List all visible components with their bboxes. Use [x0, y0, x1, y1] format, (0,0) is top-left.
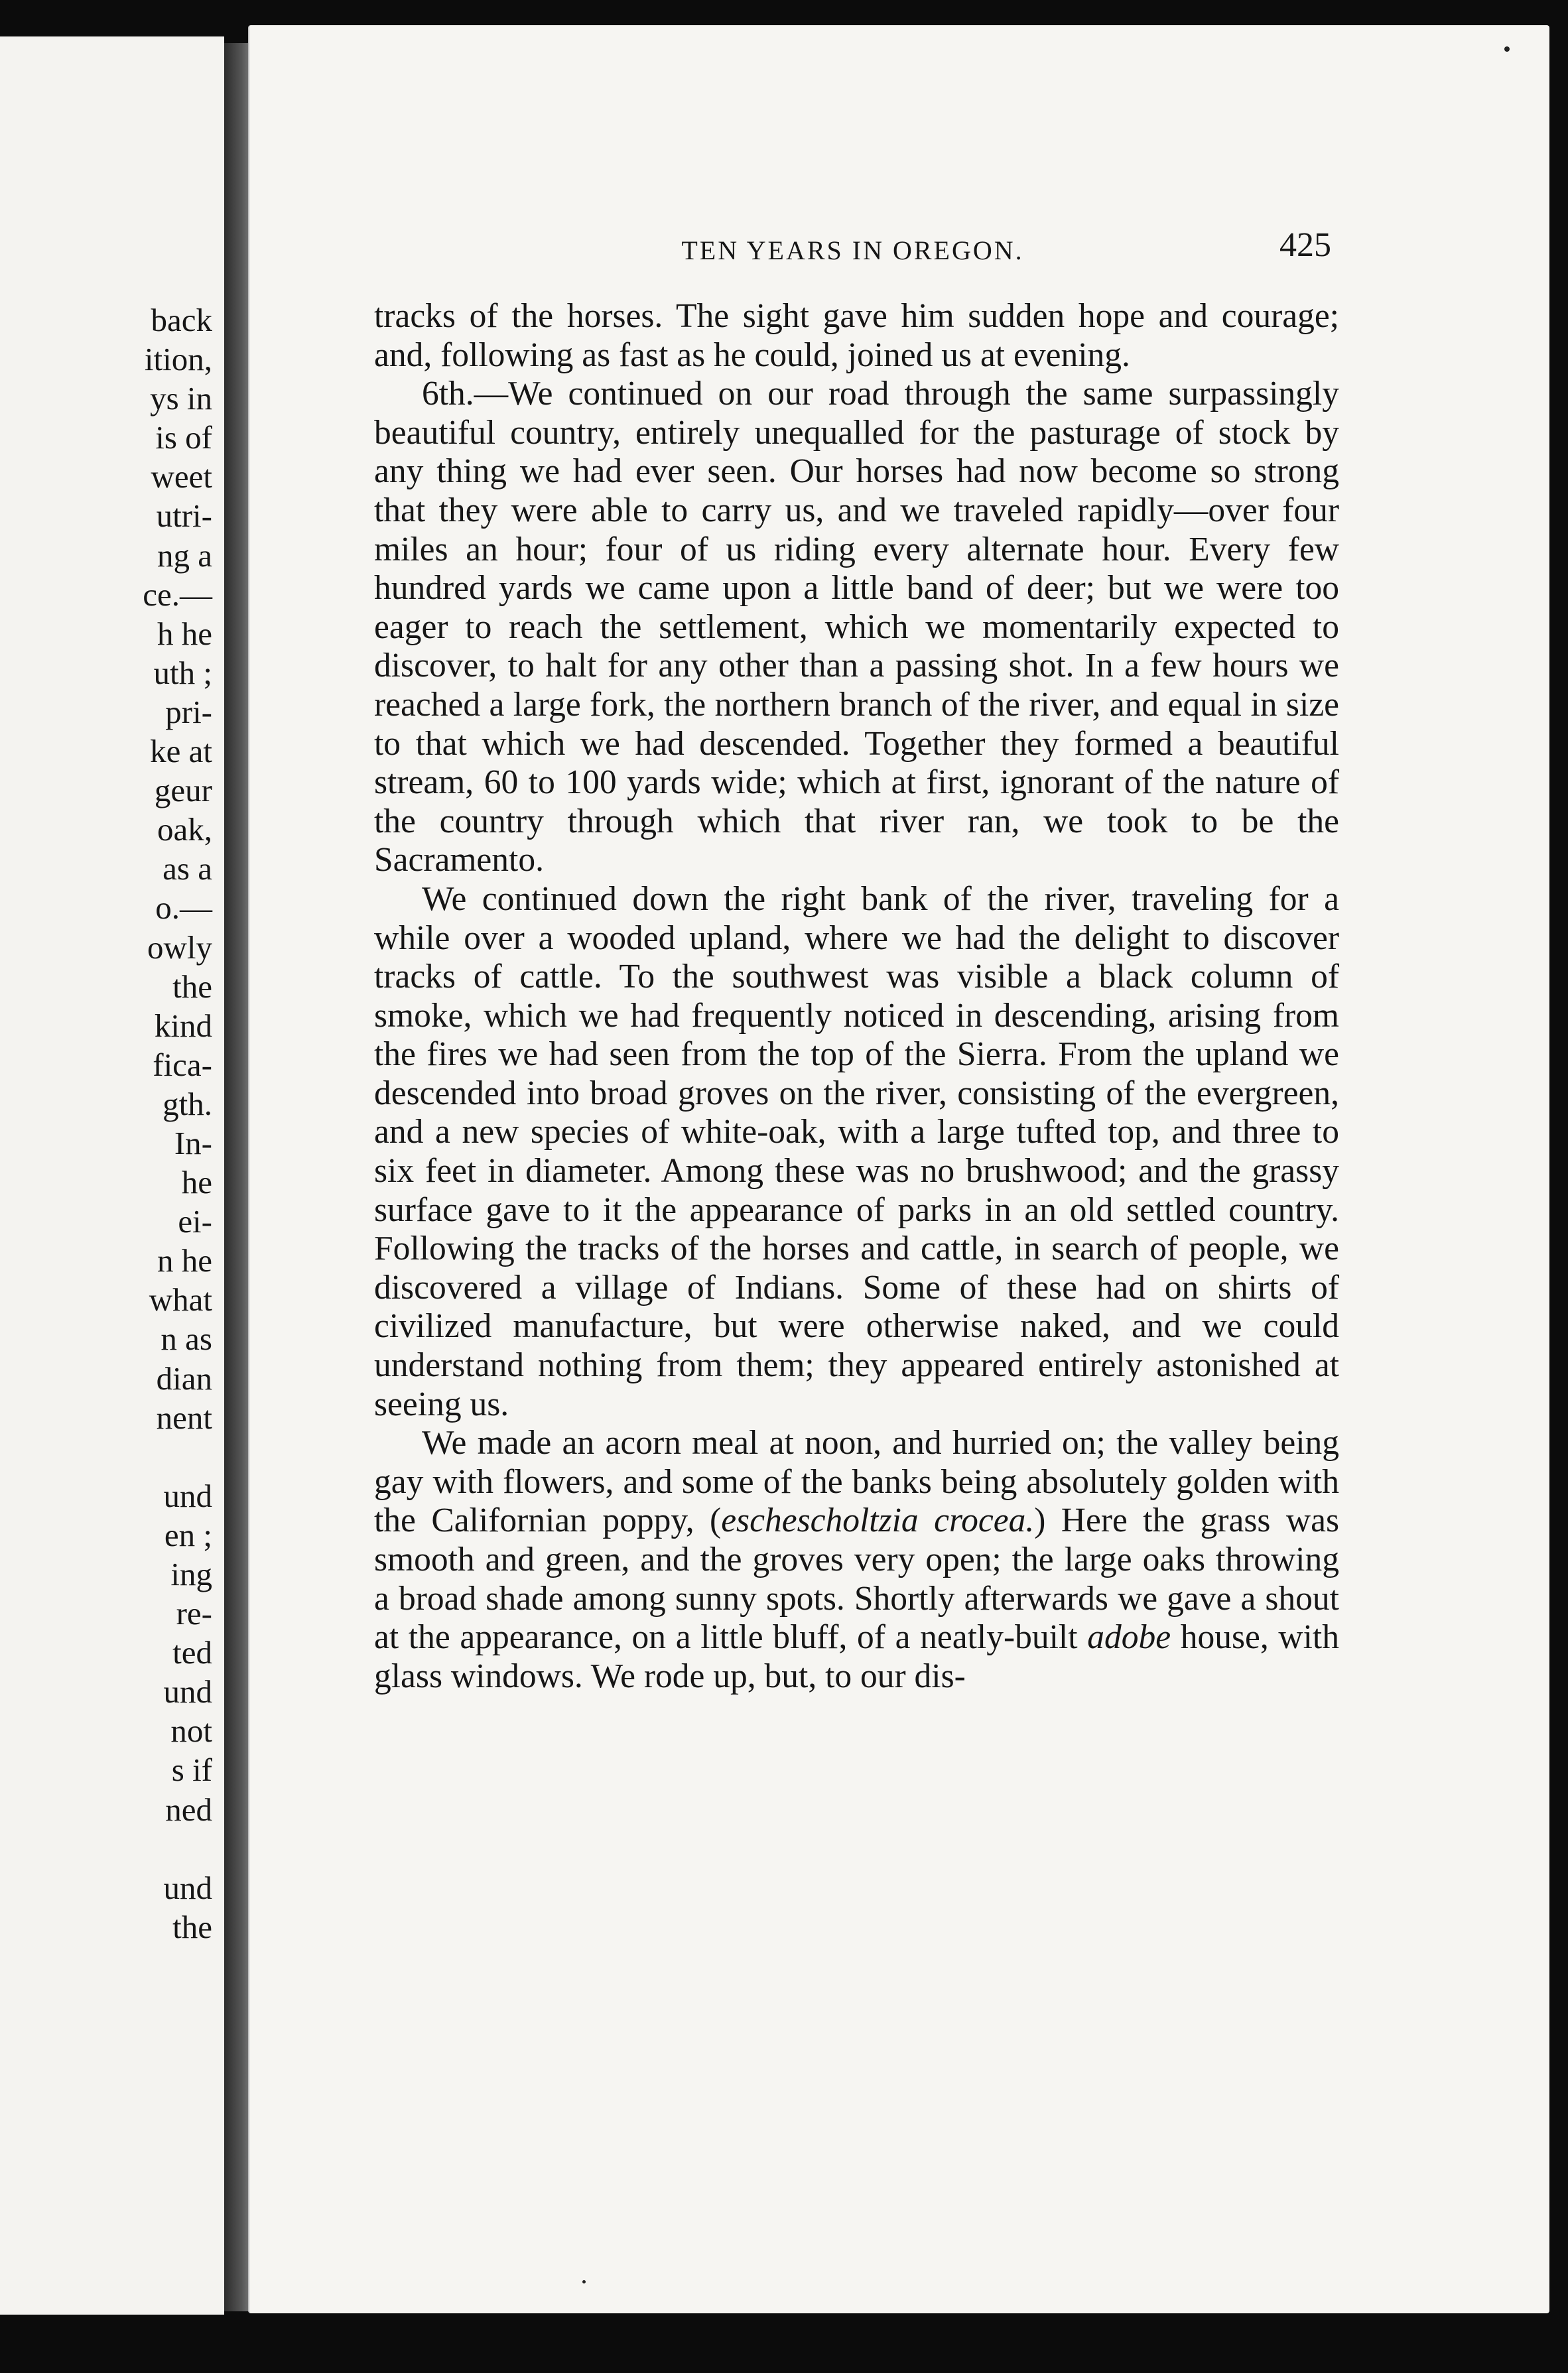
italic-word-adobe: adobe [1087, 1618, 1171, 1657]
left-page-line: o.— [155, 889, 212, 927]
left-page-line: n as [161, 1320, 212, 1358]
left-page-line: n he [157, 1242, 212, 1279]
left-page-line [143, 1829, 212, 1868]
left-page-line: uth ; [153, 654, 212, 691]
left-page-line: oak, [157, 811, 212, 848]
left-page-line [143, 1437, 212, 1476]
left-page-line: owly [147, 929, 212, 966]
left-page-line: geur [154, 772, 212, 809]
left-page-line: ce.— [143, 576, 212, 613]
left-page-line: the [172, 968, 212, 1005]
left-page-line: und [163, 1869, 212, 1906]
left-page-line: is of [155, 419, 212, 456]
left-page-line: re- [176, 1595, 212, 1632]
page-speck [1504, 46, 1510, 52]
left-page-line: pri- [165, 693, 212, 730]
left-page-line: ke at [150, 733, 212, 770]
left-page-line: kind [154, 1007, 212, 1044]
left-page-line: h he [157, 615, 212, 652]
paragraph-text: ) Here the grass was smooth and green, and the groves very open; the large oaks throwing a broad shade among sunny spots. Shortly afterwards we gave a shout at the appearance, on a little bluff, of a neatly-built [374, 1502, 1339, 1657]
left-page-line: back [151, 302, 212, 338]
left-page-line: ing [170, 1556, 212, 1592]
paragraph-continuation: tracks of the horses. The sight gave him sudden hope and courage; and, following as fast as he could, joined us at evening. [374, 297, 1339, 374]
page-number: 425 [1279, 226, 1331, 264]
left-page-line: nent [156, 1399, 212, 1436]
left-page-line: gth. [163, 1085, 212, 1122]
left-page-line: und [163, 1673, 212, 1710]
left-page-line: the [172, 1908, 212, 1945]
left-page-text-fragments [143, 300, 212, 1947]
paragraph-right-bank: We continued down the right bank of the river, traveling for a while over a wooded upland, where we had the delight to discover tracks of cattle. To the southwest was visible a black column of smoke, which we had frequently noticed in descending, arising from the fires we had seen from the top of the Sierra. From the upland we descended into broad groves on the river, consisting of the evergreen, and a new species of white-oak, with a large tufted top, and three to six feet in diameter. Among these was no brushwood; and the grassy surface gave to it the appearance of parks in an old settled country. Following the tracks of the horses and cattle, in search of people, we discovered a village of Indians. Some of these had on shirts of civilized manufacture, but were otherwise naked, and we could understand nothing from them; they appeared entirely astonished at seeing us. [374, 879, 1339, 1423]
paragraph-text: house, with glass windows. We rode up, but, to our dis- [374, 1618, 1339, 1695]
left-page-line: as a [163, 850, 212, 887]
paragraph-6th: 6th.—We continued on our road through the same surpassingly beautiful country, entirely unequalled for the pasturage of stock by any thing we had ever seen. Our horses had now become so strong that they were able to carry us, and we traveled rapidly—over four miles an hour; four of us riding every alternate hour. Every few hundred yards we came upon a little band of deer; but we were too eager to reach the settlement, which we momentarily expected to discover, to halt for any other than a passing shot. In a few hours we reached a large fork, the northern branch of the river, and equal in size to that which we had descended. Together they formed a beautiful stream, 60 to 100 yards wide; which at first, ignorant of the nature of the country through which that river ran, we took to be the Sacramento. [374, 375, 1339, 879]
left-page-line: what [149, 1281, 212, 1318]
page-speck [582, 2280, 586, 2283]
running-head-title: TEN YEARS IN OREGON. [681, 235, 1024, 265]
left-page-line: not [170, 1712, 212, 1750]
left-page-line: s if [171, 1752, 212, 1789]
left-page-line: ted [172, 1634, 212, 1671]
paragraph-acorn-meal [374, 1424, 1339, 1696]
left-page-line: dian [156, 1360, 212, 1397]
left-page-line: ned [165, 1791, 212, 1828]
italic-botanical-name: eschescholtzia crocea. [721, 1502, 1035, 1540]
paragraph-text: We made an acorn meal at noon, and hurried on; the valley being gay with flowers, and some of the banks being absolutely golden with the Californian poppy, ( [374, 1424, 1339, 1540]
left-page-line: ition, [144, 341, 212, 378]
left-page-line: fica- [153, 1046, 212, 1083]
left-page-line: ng a [157, 537, 212, 574]
page-body [374, 297, 1339, 1696]
left-page-line: he [181, 1164, 212, 1201]
left-page-line: und [163, 1477, 212, 1514]
left-page [0, 36, 224, 2315]
left-page-line: utri- [156, 497, 212, 535]
left-page-line: In- [174, 1124, 212, 1161]
left-page-line: ys in [150, 380, 212, 417]
left-page-line: weet [151, 458, 212, 495]
left-page-line: en ; [164, 1516, 212, 1553]
running-head [374, 226, 1331, 271]
left-page-line: ei- [178, 1203, 212, 1240]
